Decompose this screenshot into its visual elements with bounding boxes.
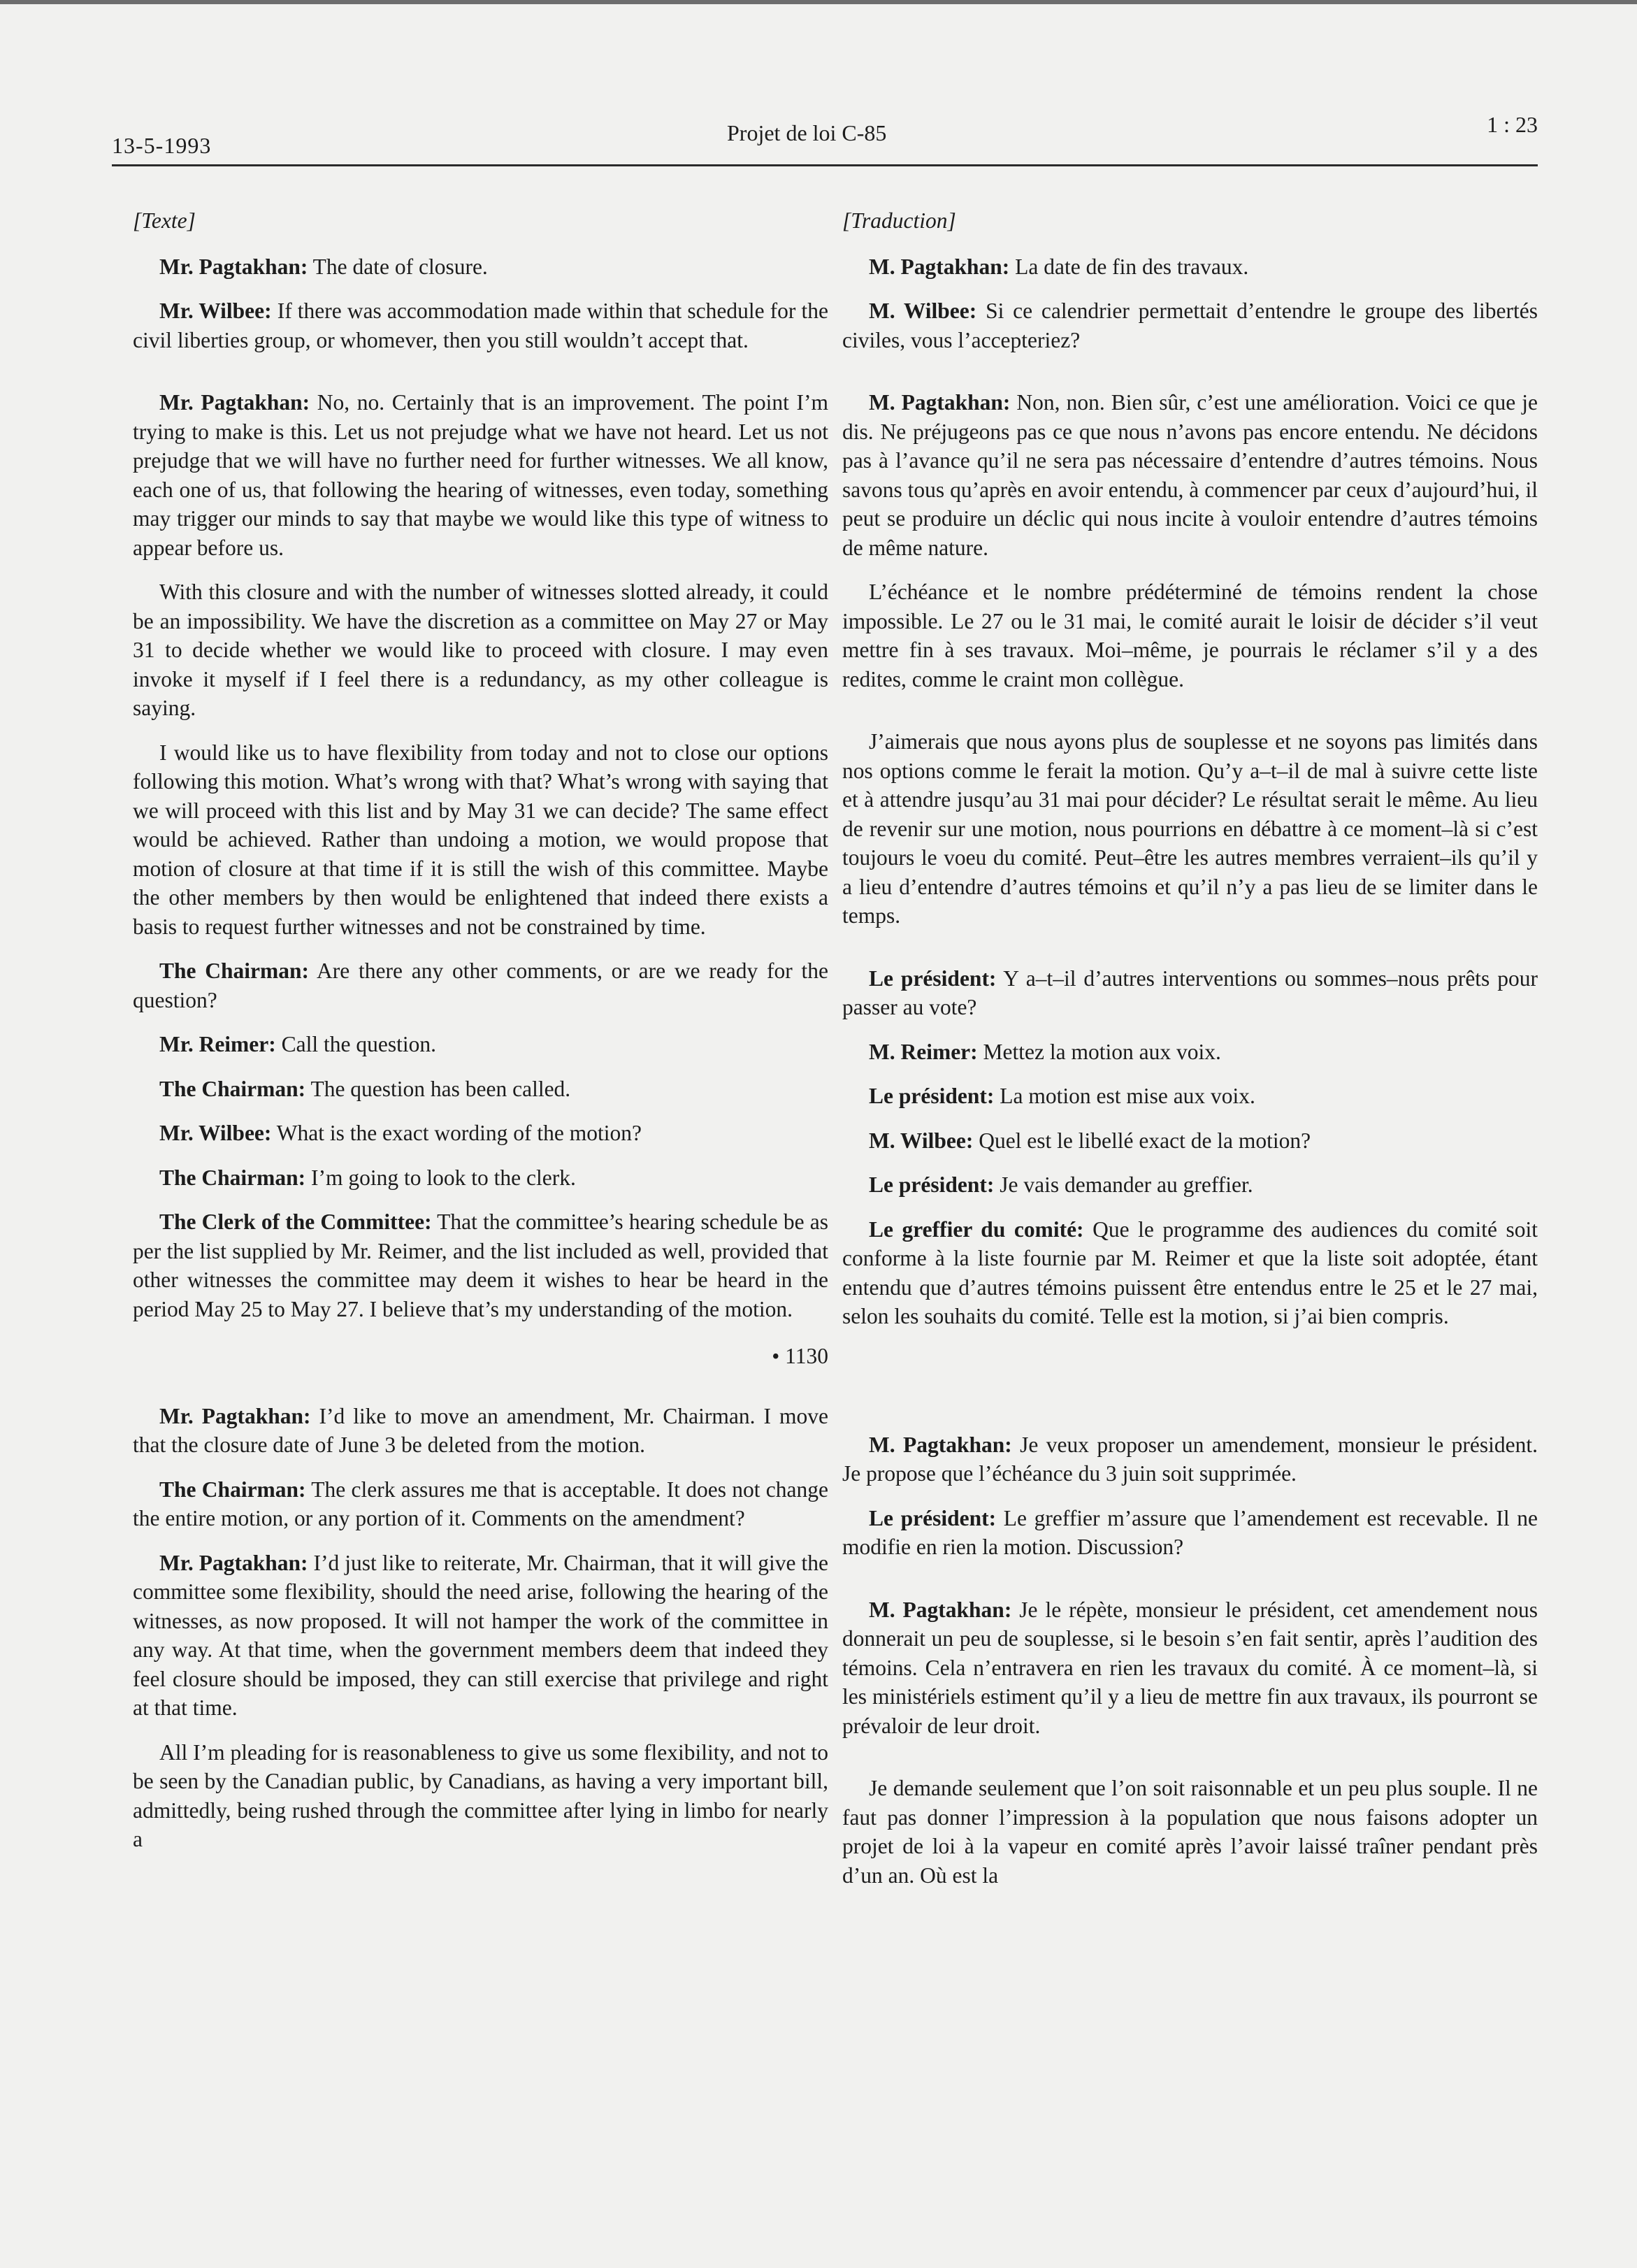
header-title: Projet de loi C-85 xyxy=(727,120,887,145)
speech-text: The date of closure. xyxy=(308,254,488,279)
speech-text: If there was accommodation made within that schedule for the civil liberties group, or whomever, then you still wouldn’t accept that. xyxy=(133,299,828,352)
paragraph xyxy=(133,1475,828,1533)
speaker-name: The Chairman: xyxy=(159,959,310,983)
speaker-name: The Chairman: xyxy=(159,1165,306,1190)
paragraph xyxy=(133,1075,828,1104)
speech-text: That the committee’s hearing schedule be as per the list supplied by Mr. Reimer, and the list included as well, provided that other witnesses the committee may deem it wishes to hear be heard in the period May 25 to May 27. I believe that’s my understanding of the motion. xyxy=(133,1210,829,1321)
speech-text: Je le répète, monsieur le président, cet amendement nous donnerait un peu de souplesse, si le besoin s’en fait sentir, après l’audition des témoins. Cela n’entravera en rien les travaux du comité. À ce moment–là, si les ministériels estiment qu’il y a lieu de mettre fin aux travaux, ils pourront se prévaloir de leur droit. xyxy=(842,1597,1538,1738)
paragraph xyxy=(842,388,1538,562)
speech-text: Call the question. xyxy=(275,1032,436,1056)
speaker-name: M. Reimer: xyxy=(869,1039,978,1064)
paragraph xyxy=(842,1170,1538,1200)
speech-text: Je veux proposer un amendement, monsieur le président. Je propose que l’échéance du 3 juin soit supprimée. xyxy=(842,1432,1538,1486)
speaker-name: Le président: xyxy=(869,1505,997,1530)
speech-text: La date de fin des travaux. xyxy=(1009,254,1249,279)
speech-text: Mettez la motion aux voix. xyxy=(977,1039,1221,1064)
paragraph xyxy=(842,1215,1538,1331)
speech-text: Si ce calendrier permettait d’entendre le groupe des libertés civiles, vous l’accepteriez? xyxy=(842,299,1538,352)
speech-text: Are there any other comments, or are we ready for the question? xyxy=(133,959,829,1012)
speech-text: With this closure and with the number of witnesses slotted already, it could be an impossibility. We have the discretion as a committee on May 27 or May 31 to decide whether we would like to proceed with closure. I may even invoke it myself if I feel there is a redundancy, as my other colleague is saying. xyxy=(133,580,828,720)
speech-text: What is the exact wording of the motion? xyxy=(271,1121,642,1145)
speaker-name: M. Pagtakhan: xyxy=(869,254,1010,279)
paragraph xyxy=(842,1038,1538,1067)
paragraph xyxy=(133,1738,828,1854)
column-tag-texte: [Texte] xyxy=(133,208,196,233)
paragraph xyxy=(842,1504,1538,1562)
paragraph xyxy=(133,577,828,723)
speech-text: I’m going to look to the clerk. xyxy=(305,1165,576,1190)
speaker-name: Mr. Reimer: xyxy=(159,1032,276,1056)
paragraph xyxy=(842,964,1538,1022)
speaker-name: The Chairman: xyxy=(159,1477,306,1502)
paragraph xyxy=(842,1774,1538,1890)
paragraph xyxy=(133,252,828,282)
speaker-name: Mr. Pagtakhan: xyxy=(159,1550,308,1575)
paragraph xyxy=(133,1119,828,1148)
speaker-name: Mr. Pagtakhan: xyxy=(159,390,310,415)
speaker-name: Mr. Pagtakhan: xyxy=(159,1403,311,1428)
speaker-name: Le président: xyxy=(869,1172,995,1197)
column-french xyxy=(842,206,1538,1905)
speech-text: Non, non. Bien sûr, c’est une amélioration. Voici ce que je dis. Ne préjugeons pas ce que nous n’avons pas encore entendu. Ne décidons pas à l’avance qu’il ne sera pas nécessaire d’entendre d’autres témoins. Nous savons tous qu’après en avoir entendu, à commencer par ceux d’aujourd’hui, il peut se produire un déclic qui nous incite à vouloir entendre d’autres témoins de même nature. xyxy=(842,390,1538,560)
speech-text: No, no. Certainly that is an improvement. The point I’m trying to make is this. Let us not prejudge what we have not heard. Let us not prejudge that we will have no further need for further witnesses. We all know, each one of us, that following the hearing of witnesses, even today, something may trigger our minds to say that maybe we would like this type of witness to appear before us. xyxy=(133,390,828,560)
paragraph xyxy=(842,252,1538,282)
speech-text: All I’m pleading for is reasonableness to give us some flexibility, and not to be seen by the Canadian public, by Canadians, as having a very important bill, admittedly, being rushed through the committee after lying in limbo for nearly a xyxy=(133,1739,828,1851)
header-date: 13-5-1993 xyxy=(112,133,212,158)
speech-text: L’échéance et le nombre prédéterminé de témoins rendent la chose impossible. Le 27 ou le 31 mai, le comité aurait le loisir de décider s’il veut mettre fin à ses travaux. Moi–même, je pourrais le réclamer s’il y a des redites, comme le craint mon collègue. xyxy=(842,580,1538,691)
speech-text: Le greffier m’assure que l’amendement est recevable. Il ne modifie en rien la motion. Discussion? xyxy=(842,1505,1538,1559)
paragraph xyxy=(133,956,828,1014)
speaker-name: M. Wilbee: xyxy=(869,1128,974,1153)
paragraph xyxy=(133,738,828,942)
paragraph xyxy=(842,727,1538,931)
header-page-number: 1 : 23 xyxy=(1487,112,1538,137)
speaker-name: M. Pagtakhan: xyxy=(869,1597,1012,1622)
paragraph xyxy=(842,1082,1538,1111)
speech-text: The question has been called. xyxy=(305,1076,571,1101)
column-tag-traduction: [Traduction] xyxy=(842,208,956,233)
speaker-name: M. Pagtakhan: xyxy=(869,1432,1012,1457)
speech-text: I’d just like to reiterate, Mr. Chairman, that it will give the committee some flexibility, should the need arise, following the hearing of the witnesses, as now proposed. It will not hamper the work of the committee in any way. At that time, when the government members deem that indeed they feel closure should be imposed, they can still exercise that privilege and right at that time. xyxy=(133,1550,828,1720)
speech-text: Je demande seulement que l’on soit raisonnable et un peu plus souple. Il ne faut pas donner l’impression à la population que nous faisons adopter un projet de loi à la vapeur en comité après l’avoir laissé traîner pendant près d’un an. Où est la xyxy=(842,1776,1538,1888)
column-english xyxy=(133,206,828,1869)
speech-text: The clerk assures me that is acceptable. It does not change the entire motion, or any portion of it. Comments on the amendment? xyxy=(133,1477,828,1530)
paragraph xyxy=(842,1430,1538,1488)
speaker-name: Le président: xyxy=(869,966,997,991)
speech-text: J’aimerais que nous ayons plus de souplesse et ne soyons pas limités dans nos options comme le ferait la motion. Qu’y a–t–il de mal à suivre cette liste et à attendre jusqu’au 31 mai pour décider? Le résultat serait le même. Au lieu de revenir sur une motion, nous pourrions en débattre à ce moment–là si c’est toujours le voeu du comité. Peut–être les autres membres verraient–ils qu’il y a lieu d’entendre d’autres témoins et qu’il n’y a pas lieu de se limiter dans le temps. xyxy=(842,729,1538,928)
speaker-name: The Chairman: xyxy=(159,1076,306,1101)
paragraph xyxy=(133,1549,828,1723)
paragraph xyxy=(842,577,1538,694)
paragraph xyxy=(842,1595,1538,1741)
speech-text: Y a–t–il d’autres interventions ou sommes–nous prêts pour passer au vote? xyxy=(842,966,1538,1019)
paragraph xyxy=(133,1163,828,1193)
speaker-name: Le président: xyxy=(869,1084,995,1108)
paragraph xyxy=(133,1030,828,1059)
paragraph xyxy=(842,296,1538,354)
speech-text: Je vais demander au greffier. xyxy=(994,1172,1253,1197)
speech-text: La motion est mise aux voix. xyxy=(994,1084,1255,1108)
speech-text: Que le programme des audiences du comité soit conforme à la liste fournie par M. Reimer et que la liste soit adoptée, étant entendu que d’autres témoins puissent être entendus entre le 25 et le 27 mai, selon les souhaits du comité. Telle est la motion, si j’ai bien compris. xyxy=(842,1216,1538,1328)
speaker-name: Mr. Pagtakhan: xyxy=(159,254,308,279)
top-edge-rule xyxy=(0,0,1637,4)
speaker-name: M. Wilbee: xyxy=(869,299,977,323)
speech-text: I’d like to move an amendment, Mr. Chairman. I move that the closure date of June 3 be deleted from the motion. xyxy=(133,1403,829,1457)
time-marker: • 1130 xyxy=(772,1344,828,1368)
speaker-name: Mr. Wilbee: xyxy=(159,299,272,323)
paragraph xyxy=(842,1126,1538,1156)
paragraph xyxy=(133,1402,828,1460)
time-marker-spacer xyxy=(842,1347,1538,1430)
speaker-name: M. Pagtakhan: xyxy=(869,390,1011,415)
page-header xyxy=(112,105,1538,168)
speaker-name: Mr. Wilbee: xyxy=(159,1121,272,1145)
paragraph xyxy=(133,1207,828,1323)
speaker-name: Le greffier du comité: xyxy=(869,1216,1084,1242)
paragraph xyxy=(133,296,828,354)
header-rule xyxy=(112,164,1538,166)
speech-text: I would like us to have flexibility from today and not to close our options following this motion. What’s wrong with that? What’s wrong with saying that we will proceed with this list and by May 31 we can decide? The same effect would be achieved. Rather than undoing a motion, we would propose that motion of closure at that time if it is still the wish of this committee. Maybe the other members by then would be enlightened that indeed there exists a basis to request further witnesses and not be constrained by time. xyxy=(133,740,828,939)
speech-text: Quel est le libellé exact de la motion? xyxy=(973,1128,1311,1153)
speaker-name: The Clerk of the Committee: xyxy=(159,1210,432,1234)
paragraph xyxy=(133,388,828,562)
